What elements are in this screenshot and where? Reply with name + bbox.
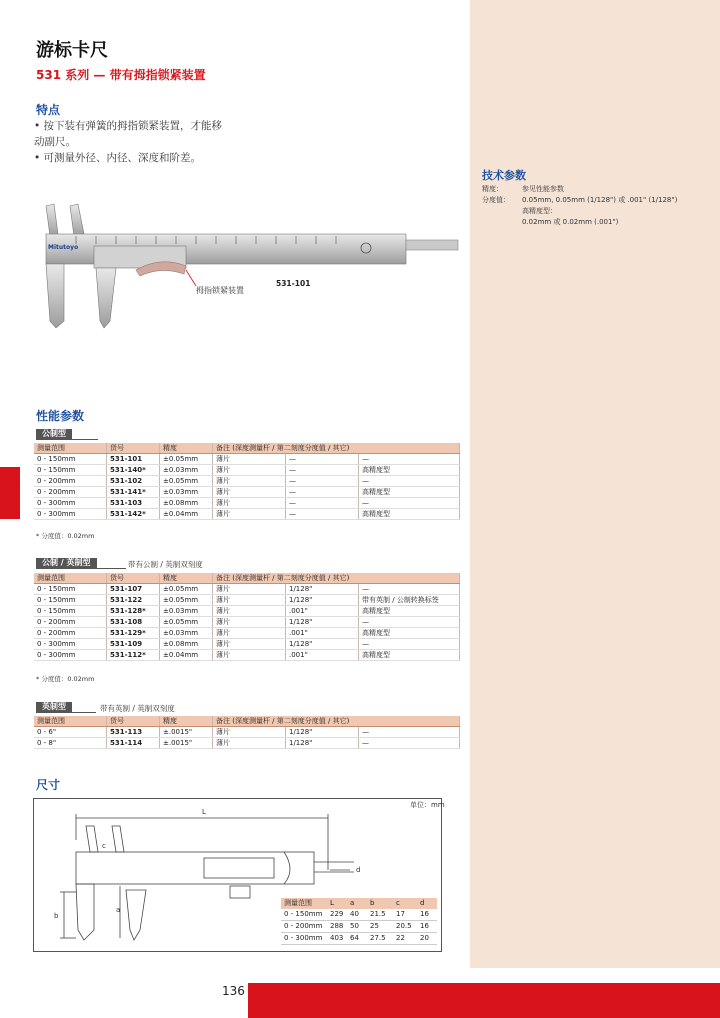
col-header: 精度: [160, 573, 213, 584]
cell-range: 0 - 150mm: [34, 595, 107, 606]
dimensions-table: [281, 898, 437, 945]
dim-label-a: a: [116, 906, 121, 914]
cell-depth-rod: 薄片: [213, 617, 286, 628]
table-row: [34, 509, 460, 520]
cell-depth-rod: 薄片: [213, 487, 286, 498]
right-side-panel: [470, 0, 720, 968]
cell-accuracy: ±.0015": [160, 738, 213, 749]
spec-value: 0.05mm, 0.05mm (1/128") 或 .001" (1/128"): [522, 196, 678, 204]
cell-range: 0 - 200mm: [34, 617, 107, 628]
col-header: 货号: [107, 443, 160, 454]
col-header: d: [417, 898, 437, 909]
cell-second-scale: 1/128": [286, 738, 359, 749]
cell-other: 高精度型: [359, 606, 460, 617]
page-subtitle: 531 系列 — 带有拇指锁紧装置: [36, 68, 206, 82]
cell-second-scale: 1/128": [286, 584, 359, 595]
col-header: 精度: [160, 716, 213, 727]
cell-other: 高精度型: [359, 650, 460, 661]
spec-value: 0.02mm 或 0.02mm (.001"): [522, 218, 619, 226]
cell-accuracy: ±0.04mm: [160, 650, 213, 661]
footer-bar: [248, 983, 720, 1018]
cell-c: 20.5: [393, 921, 417, 933]
table-row: [34, 606, 460, 617]
col-header: 备注 (深度测量杆 / 第二刻度分度值 / 其它): [213, 573, 460, 584]
table-row: [34, 595, 460, 606]
cell-second-scale: —: [286, 476, 359, 487]
table-row: [34, 639, 460, 650]
tab-underline: [36, 568, 126, 569]
dimensions-heading: 尺寸: [36, 778, 61, 792]
dim-label-b: b: [54, 912, 59, 920]
spec-key: [482, 206, 522, 217]
tab-underline: [36, 439, 98, 440]
cell-range: 0 - 200mm: [34, 476, 107, 487]
cell-accuracy: ±0.08mm: [160, 498, 213, 509]
table-row: [34, 617, 460, 628]
spec-value: 高精度型：: [522, 207, 557, 215]
cell-depth-rod: 薄片: [213, 465, 286, 476]
table-row: [34, 487, 460, 498]
cell-second-scale: —: [286, 498, 359, 509]
col-header: c: [393, 898, 417, 909]
cell-other: 高精度型: [359, 509, 460, 520]
dim-label-L: L: [202, 808, 206, 816]
cell-code: 531-102: [107, 476, 160, 487]
cell-L: 403: [327, 933, 347, 945]
spec-value: 参见性能参数: [522, 185, 564, 193]
table-row: [281, 933, 437, 945]
cell-a: 40: [347, 909, 367, 921]
cell-range: 0 - 300mm: [34, 639, 107, 650]
col-header: 测量范围: [34, 573, 107, 584]
table-row: [34, 476, 460, 487]
cell-accuracy: ±.0015": [160, 727, 213, 738]
table-header-row: [34, 716, 460, 727]
feature-item: • 按下装有弹簧的拇指锁紧装置，才能移: [34, 120, 223, 132]
cell-range: 0 - 150mm: [34, 584, 107, 595]
cell-other: —: [359, 738, 460, 749]
table-header-row: [281, 898, 437, 909]
spec-key: [482, 217, 522, 228]
spec-key: 精度：: [482, 185, 503, 193]
cell-range: 0 - 150mm: [281, 909, 327, 921]
cell-L: 288: [327, 921, 347, 933]
cell-accuracy: ±0.05mm: [160, 617, 213, 628]
cell-b: 27.5: [367, 933, 393, 945]
col-header: 测量范围: [281, 898, 327, 909]
cell-code: 531-141*: [107, 487, 160, 498]
cell-depth-rod: 薄片: [213, 454, 286, 465]
cell-second-scale: 1/128": [286, 639, 359, 650]
cell-depth-rod: 薄片: [213, 584, 286, 595]
cell-range: 0 - 150mm: [34, 465, 107, 476]
inch-table: [34, 716, 460, 749]
cell-other: —: [359, 498, 460, 509]
metric-inch-desc: 带有公制 / 英制双刻度: [128, 560, 203, 569]
caliper-product-image: [36, 196, 466, 332]
cell-a: 64: [347, 933, 367, 945]
table-row: [34, 650, 460, 661]
cell-accuracy: ±0.03mm: [160, 487, 213, 498]
col-header: 测量范围: [34, 716, 107, 727]
col-header: b: [367, 898, 393, 909]
cell-depth-rod: 薄片: [213, 738, 286, 749]
cell-second-scale: —: [286, 465, 359, 476]
cell-other: 高精度型: [359, 628, 460, 639]
model-label: 531-101: [276, 279, 311, 288]
unit-label: 单位：mm: [410, 801, 445, 809]
cell-accuracy: ±0.03mm: [160, 628, 213, 639]
dim-label-d: d: [356, 866, 361, 874]
spec-key: 分度值：: [482, 196, 510, 204]
cell-range: 0 - 200mm: [34, 487, 107, 498]
cell-d: 20: [417, 933, 437, 945]
cell-code: 531-101: [107, 454, 160, 465]
table-footnote: * 分度值：0.02mm: [36, 532, 95, 540]
cell-depth-rod: 薄片: [213, 476, 286, 487]
cell-range: 0 - 300mm: [34, 498, 107, 509]
cell-accuracy: ±0.03mm: [160, 465, 213, 476]
metric-table: [34, 443, 460, 520]
cell-range: 0 - 150mm: [34, 606, 107, 617]
section-tab-marker: [0, 467, 20, 519]
cell-second-scale: 1/128": [286, 727, 359, 738]
tab-underline: [36, 712, 96, 713]
table-row: [34, 628, 460, 639]
table-row: [34, 454, 460, 465]
metric-tab: 公制型: [36, 429, 72, 439]
cell-d: 16: [417, 909, 437, 921]
page-title: 游标卡尺: [36, 40, 108, 61]
cell-a: 50: [347, 921, 367, 933]
col-header: 精度: [160, 443, 213, 454]
dim-label-c: c: [102, 842, 106, 850]
cell-second-scale: —: [286, 454, 359, 465]
cell-range: 0 - 200mm: [34, 628, 107, 639]
thumb-lock-callout: 拇指锁紧装置: [196, 286, 244, 295]
cell-range: 0 - 6": [34, 727, 107, 738]
performance-heading: 性能参数: [36, 409, 85, 423]
cell-other: 带有英制 / 公制转换标签: [359, 595, 460, 606]
cell-accuracy: ±0.03mm: [160, 606, 213, 617]
cell-accuracy: ±0.05mm: [160, 476, 213, 487]
features-list: [34, 118, 222, 166]
cell-range: 0 - 8": [34, 738, 107, 749]
page-number: 136: [222, 984, 245, 998]
cell-range: 0 - 300mm: [34, 509, 107, 520]
cell-code: 531-108: [107, 617, 160, 628]
cell-code: 531-142*: [107, 509, 160, 520]
col-header: a: [347, 898, 367, 909]
cell-code: 531-107: [107, 584, 160, 595]
cell-d: 16: [417, 921, 437, 933]
cell-depth-rod: 薄片: [213, 727, 286, 738]
table-row: [34, 738, 460, 749]
cell-second-scale: —: [286, 509, 359, 520]
table-header-row: [34, 443, 460, 454]
feature-item: • 可测量外径、内径、深度和阶差。: [34, 152, 202, 164]
cell-code: 531-112*: [107, 650, 160, 661]
cell-depth-rod: 薄片: [213, 639, 286, 650]
table-row: [34, 465, 460, 476]
table-row: [281, 921, 437, 933]
cell-code: 531-103: [107, 498, 160, 509]
brand-logo: Mitutoyo: [48, 244, 79, 251]
tech-spec-list: [482, 184, 677, 228]
cell-code: 531-109: [107, 639, 160, 650]
col-header: 备注 (深度测量杆 / 第二刻度分度值 / 其它): [213, 716, 460, 727]
cell-depth-rod: 薄片: [213, 606, 286, 617]
cell-accuracy: ±0.05mm: [160, 454, 213, 465]
cell-range: 0 - 200mm: [281, 921, 327, 933]
cell-other: —: [359, 584, 460, 595]
cell-other: —: [359, 727, 460, 738]
table-footnote: * 分度值：0.02mm: [36, 675, 95, 683]
cell-accuracy: ±0.08mm: [160, 639, 213, 650]
cell-second-scale: .001": [286, 628, 359, 639]
inch-desc: 带有英制 / 英制双刻度: [100, 704, 175, 713]
cell-code: 531-114: [107, 738, 160, 749]
cell-other: —: [359, 639, 460, 650]
cell-range: 0 - 300mm: [34, 650, 107, 661]
table-row: [34, 584, 460, 595]
cell-code: 531-128*: [107, 606, 160, 617]
cell-b: 25: [367, 921, 393, 933]
col-header: 货号: [107, 573, 160, 584]
cell-code: 531-122: [107, 595, 160, 606]
col-header: 测量范围: [34, 443, 107, 454]
table-row: [34, 498, 460, 509]
feature-item: 动副尺。: [34, 136, 76, 148]
cell-code: 531-129*: [107, 628, 160, 639]
cell-code: 531-140*: [107, 465, 160, 476]
cell-c: 22: [393, 933, 417, 945]
metric-inch-tab: 公制 / 英制型: [36, 558, 97, 568]
col-header: 货号: [107, 716, 160, 727]
cell-depth-rod: 薄片: [213, 650, 286, 661]
cell-accuracy: ±0.04mm: [160, 509, 213, 520]
cell-depth-rod: 薄片: [213, 498, 286, 509]
cell-second-scale: .001": [286, 606, 359, 617]
cell-range: 0 - 150mm: [34, 454, 107, 465]
cell-second-scale: 1/128": [286, 595, 359, 606]
inch-tab: 英制型: [36, 702, 72, 712]
cell-other: —: [359, 617, 460, 628]
table-row: [34, 727, 460, 738]
cell-second-scale: .001": [286, 650, 359, 661]
cell-other: 高精度型: [359, 465, 460, 476]
cell-code: 531-113: [107, 727, 160, 738]
tech-spec-heading: 技术参数: [482, 169, 526, 182]
cell-depth-rod: 薄片: [213, 628, 286, 639]
cell-b: 21.5: [367, 909, 393, 921]
cell-other: 高精度型: [359, 487, 460, 498]
col-header: 备注 (深度测量杆 / 第二刻度分度值 / 其它): [213, 443, 460, 454]
metric-inch-table: [34, 573, 460, 661]
cell-second-scale: —: [286, 487, 359, 498]
cell-range: 0 - 300mm: [281, 933, 327, 945]
cell-other: —: [359, 476, 460, 487]
table-row: [281, 909, 437, 921]
table-header-row: [34, 573, 460, 584]
cell-c: 17: [393, 909, 417, 921]
cell-accuracy: ±0.05mm: [160, 595, 213, 606]
features-heading: 特点: [36, 103, 61, 117]
cell-L: 229: [327, 909, 347, 921]
cell-accuracy: ±0.05mm: [160, 584, 213, 595]
cell-depth-rod: 薄片: [213, 509, 286, 520]
cell-other: —: [359, 454, 460, 465]
cell-depth-rod: 薄片: [213, 595, 286, 606]
cell-second-scale: 1/128": [286, 617, 359, 628]
col-header: L: [327, 898, 347, 909]
